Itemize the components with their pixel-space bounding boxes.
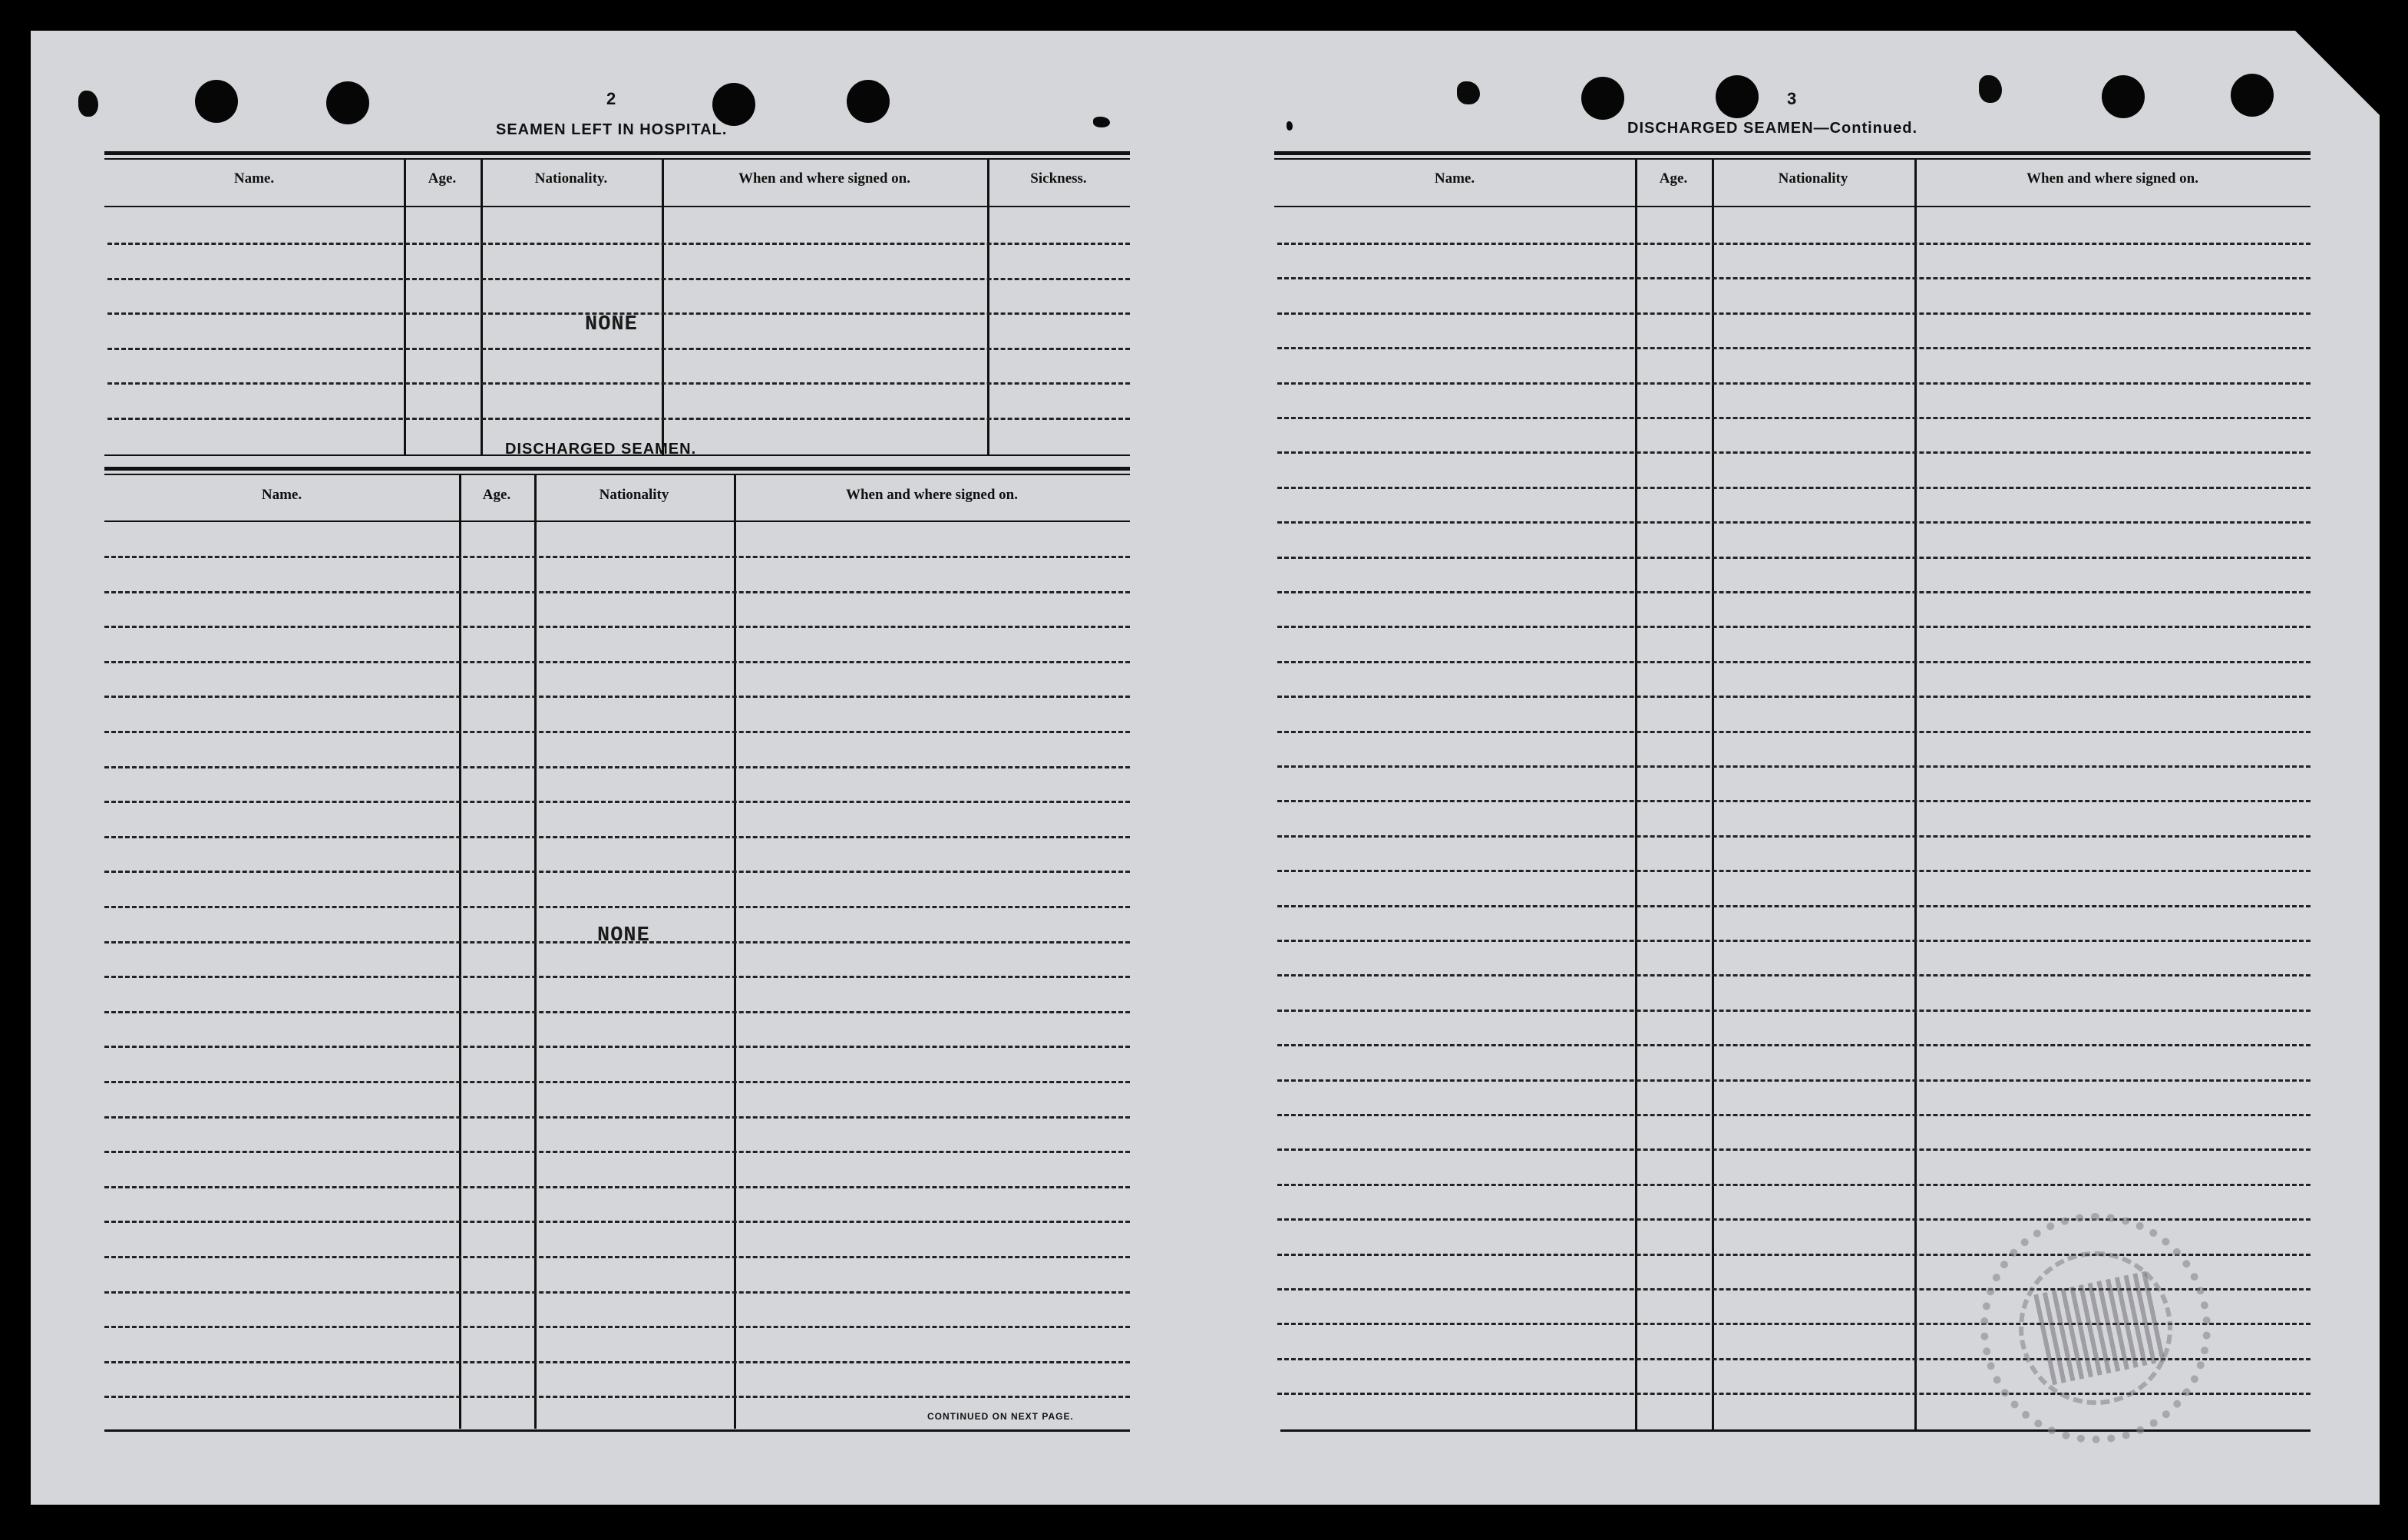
ruled-line xyxy=(1277,731,2311,733)
ruled-line xyxy=(104,1326,1130,1328)
column-divider xyxy=(404,160,406,454)
ruled-line xyxy=(104,591,1130,593)
ruled-line xyxy=(104,1116,1130,1119)
rule xyxy=(104,520,1130,522)
ruled-line xyxy=(1277,1148,2311,1151)
punch-hole xyxy=(1581,77,1624,120)
ruled-line xyxy=(1277,521,2311,524)
column-divider xyxy=(662,160,664,454)
ruled-line xyxy=(107,243,1130,245)
punch-hole xyxy=(2102,75,2145,118)
column-divider xyxy=(534,475,537,1429)
ruled-line xyxy=(104,766,1130,768)
ruled-line xyxy=(104,1396,1130,1398)
ruled-line xyxy=(104,801,1130,803)
ruled-line xyxy=(1277,1010,2311,1012)
ruled-line xyxy=(1277,905,2311,907)
ruled-line xyxy=(104,1081,1130,1083)
ruled-line xyxy=(104,1221,1130,1223)
ruled-line xyxy=(104,556,1130,558)
ruled-line xyxy=(1277,1218,2311,1221)
ruled-line xyxy=(1277,382,2311,385)
rule xyxy=(1274,151,2311,155)
ruled-line xyxy=(1277,870,2311,872)
ruled-line xyxy=(1277,1114,2311,1116)
column-divider xyxy=(459,475,461,1429)
ruled-line xyxy=(1277,940,2311,942)
column-divider xyxy=(481,160,483,454)
ruled-line xyxy=(1277,312,2311,315)
ink-mark xyxy=(1457,81,1480,104)
ruled-line xyxy=(1277,451,2311,454)
ruled-line xyxy=(1277,487,2311,489)
ruled-line xyxy=(1277,974,2311,977)
discharged-continued-title: DISCHARGED SEAMEN—Continued. xyxy=(1627,120,1917,137)
ink-mark xyxy=(78,91,98,117)
page-number-left: 2 xyxy=(606,89,616,108)
ruled-line xyxy=(1277,591,2311,593)
ruled-line xyxy=(1277,661,2311,663)
ruled-line xyxy=(104,1361,1130,1363)
continued-footer: CONTINUED ON NEXT PAGE. xyxy=(927,1411,1074,1422)
hospital-section-title: SEAMEN LEFT IN HOSPITAL. xyxy=(496,121,728,138)
column-divider xyxy=(1635,160,1637,1429)
page-number-right: 3 xyxy=(1787,89,1797,108)
ruled-line xyxy=(104,906,1130,908)
ruled-line xyxy=(104,836,1130,838)
ruled-line xyxy=(1277,277,2311,279)
ruled-line xyxy=(1277,800,2311,802)
punch-hole xyxy=(195,80,238,123)
discharged-entry-none: NONE xyxy=(597,924,650,947)
discharged-section-title: DISCHARGED SEAMEN. xyxy=(505,441,697,458)
column-header: Nationality xyxy=(599,487,669,503)
ruled-line xyxy=(104,626,1130,628)
ruled-line xyxy=(104,1256,1130,1258)
ruled-line xyxy=(1277,1044,2311,1046)
rule xyxy=(104,206,1130,207)
ruled-line xyxy=(104,1046,1130,1048)
column-divider xyxy=(987,160,989,454)
column-header: Name. xyxy=(1434,170,1475,187)
faded-stamp xyxy=(1980,1213,2211,1443)
rule xyxy=(1274,206,2311,207)
column-header: Nationality xyxy=(1778,170,1848,187)
ruled-line xyxy=(1277,417,2311,419)
column-divider xyxy=(734,475,736,1429)
ruled-line xyxy=(1277,243,2311,245)
rule xyxy=(1274,158,2311,160)
ruled-line xyxy=(1277,557,2311,559)
column-header: When and where signed on. xyxy=(2026,170,2198,187)
ruled-line xyxy=(104,661,1130,663)
punch-hole xyxy=(2231,74,2274,117)
punch-hole xyxy=(326,81,369,124)
column-header: When and where signed on. xyxy=(738,170,910,187)
folded-corner xyxy=(2295,31,2380,115)
rule xyxy=(104,158,1130,160)
ruled-line xyxy=(104,976,1130,978)
ruled-line xyxy=(104,1291,1130,1294)
ruled-line xyxy=(104,1011,1130,1013)
ink-mark xyxy=(1093,117,1110,127)
column-header: Age. xyxy=(1659,170,1688,187)
punch-hole xyxy=(847,80,890,123)
column-header: Name. xyxy=(261,487,302,503)
column-header: Age. xyxy=(482,487,511,503)
column-header: Name. xyxy=(233,170,275,187)
ruled-line xyxy=(1277,1079,2311,1082)
ruled-line xyxy=(104,731,1130,733)
ruled-line xyxy=(1277,1184,2311,1186)
ink-mark xyxy=(1287,121,1293,131)
column-header: When and where signed on. xyxy=(845,487,1018,503)
ruled-line xyxy=(107,382,1130,385)
punch-hole xyxy=(1716,75,1759,118)
ruled-line xyxy=(104,696,1130,698)
column-divider xyxy=(1914,160,1917,1429)
ruled-line xyxy=(107,348,1130,350)
ruled-line xyxy=(104,1186,1130,1188)
column-divider xyxy=(1712,160,1714,1429)
ruled-line xyxy=(1277,765,2311,768)
column-header: Sickness. xyxy=(1030,170,1087,187)
punch-hole xyxy=(712,83,755,126)
ruled-line xyxy=(107,278,1130,280)
hospital-entry-none: NONE xyxy=(585,313,638,336)
rule xyxy=(104,151,1130,155)
rule xyxy=(1280,1429,2311,1432)
ruled-line xyxy=(1277,835,2311,838)
ruled-line xyxy=(1277,347,2311,349)
ruled-line xyxy=(1277,626,2311,628)
ruled-line xyxy=(104,871,1130,873)
ink-mark xyxy=(1979,75,2002,103)
rule xyxy=(104,1429,1130,1432)
document-sheet xyxy=(31,31,2380,1505)
column-header: Age. xyxy=(428,170,457,187)
rule xyxy=(104,474,1130,475)
rule xyxy=(104,467,1130,471)
ruled-line xyxy=(107,418,1130,420)
ruled-line xyxy=(104,1151,1130,1153)
ruled-line xyxy=(1277,696,2311,698)
column-header: Nationality. xyxy=(534,170,608,187)
